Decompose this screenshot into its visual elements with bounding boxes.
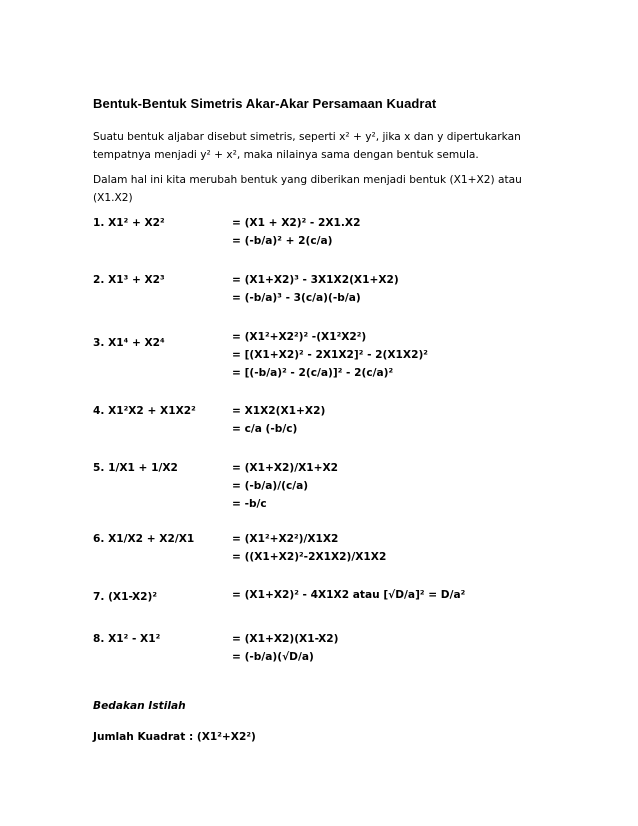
equation-4-lhs: 4. X1²X2 + X1X2² xyxy=(93,405,196,417)
equation-3-lhs: 3. X1⁴ + X2⁴ xyxy=(93,337,165,349)
equation-6-rhs xyxy=(232,530,386,566)
equation-7-lhs: 7. (X1-X2)² xyxy=(93,591,158,603)
equation-1-rhs xyxy=(232,214,360,250)
equation-6-step-1: = (X1²+X2²)/X1X2 xyxy=(232,533,339,545)
equation-4-rhs xyxy=(232,402,325,438)
equation-8-step-2: = (-b/a)(√D/a) xyxy=(232,651,314,663)
equation-2-lhs: 2. X1³ + X2³ xyxy=(93,274,165,286)
equation-3-step-1: = (X1²+X2²)² -(X1²X2²) xyxy=(232,331,367,343)
section-subheading: Bedakan Istilah xyxy=(93,700,186,712)
equation-1-step-2: = (-b/a)² + 2(c/a) xyxy=(232,235,333,247)
equation-8-rhs xyxy=(232,630,339,666)
equation-5-step-3: = -b/c xyxy=(232,498,267,510)
equation-1-lhs: 1. X1² + X2² xyxy=(93,217,165,229)
equation-2-rhs xyxy=(232,271,399,307)
equation-2-step-2: = (-b/a)³ - 3(c/a)(-b/a) xyxy=(232,292,361,304)
method-paragraph: Dalam hal ini kita merubah bentuk yang diberikan menjadi bentuk (X1+X2) atau (X1.X2) xyxy=(93,174,522,204)
equation-8-lhs: 8. X1² - X1² xyxy=(93,633,161,645)
jumlah-kuadrat-line: Jumlah Kuadrat : (X1²+X2²) xyxy=(93,731,256,743)
equation-1-step-1: = (X1 + X2)² - 2X1.X2 xyxy=(232,217,361,229)
intro-paragraph: Suatu bentuk aljabar disebut simetris, seperti x² + y², jika x dan y dipertukarkan tempatnya menjadi y² + x², maka nilainya sama dengan bentuk semula. xyxy=(93,131,521,161)
equation-5-rhs xyxy=(232,459,338,513)
equation-7-rhs xyxy=(232,586,465,604)
equation-5-step-2: = (-b/a)/(c/a) xyxy=(232,480,309,492)
document-page xyxy=(93,0,593,826)
equation-7-step-1: = (X1+X2)² - 4X1X2 atau [√D/a]² = D/a² xyxy=(232,589,466,601)
equation-2-step-1: = (X1+X2)³ - 3X1X2(X1+X2) xyxy=(232,274,399,286)
equation-3-step-2: = [(X1+X2)² - 2X1X2]² - 2(X1X2)² xyxy=(232,349,428,361)
equation-6-step-2: = ((X1+X2)²-2X1X2)/X1X2 xyxy=(232,551,387,563)
equation-3-step-3: = [(-b/a)² - 2(c/a)]² - 2(c/a)² xyxy=(232,367,394,379)
equation-8-step-1: = (X1+X2)(X1-X2) xyxy=(232,633,339,645)
equation-5-step-1: = (X1+X2)/X1+X2 xyxy=(232,462,339,474)
equation-4-step-2: = c/a (-b/c) xyxy=(232,423,298,435)
equation-4-step-1: = X1X2(X1+X2) xyxy=(232,405,326,417)
page-title: Bentuk-Bentuk Simetris Akar-Akar Persamaan Kuadrat xyxy=(93,96,437,111)
equation-6-lhs: 6. X1/X2 + X2/X1 xyxy=(93,533,195,545)
equation-5-lhs: 5. 1/X1 + 1/X2 xyxy=(93,462,178,474)
equation-3-rhs xyxy=(232,328,428,382)
